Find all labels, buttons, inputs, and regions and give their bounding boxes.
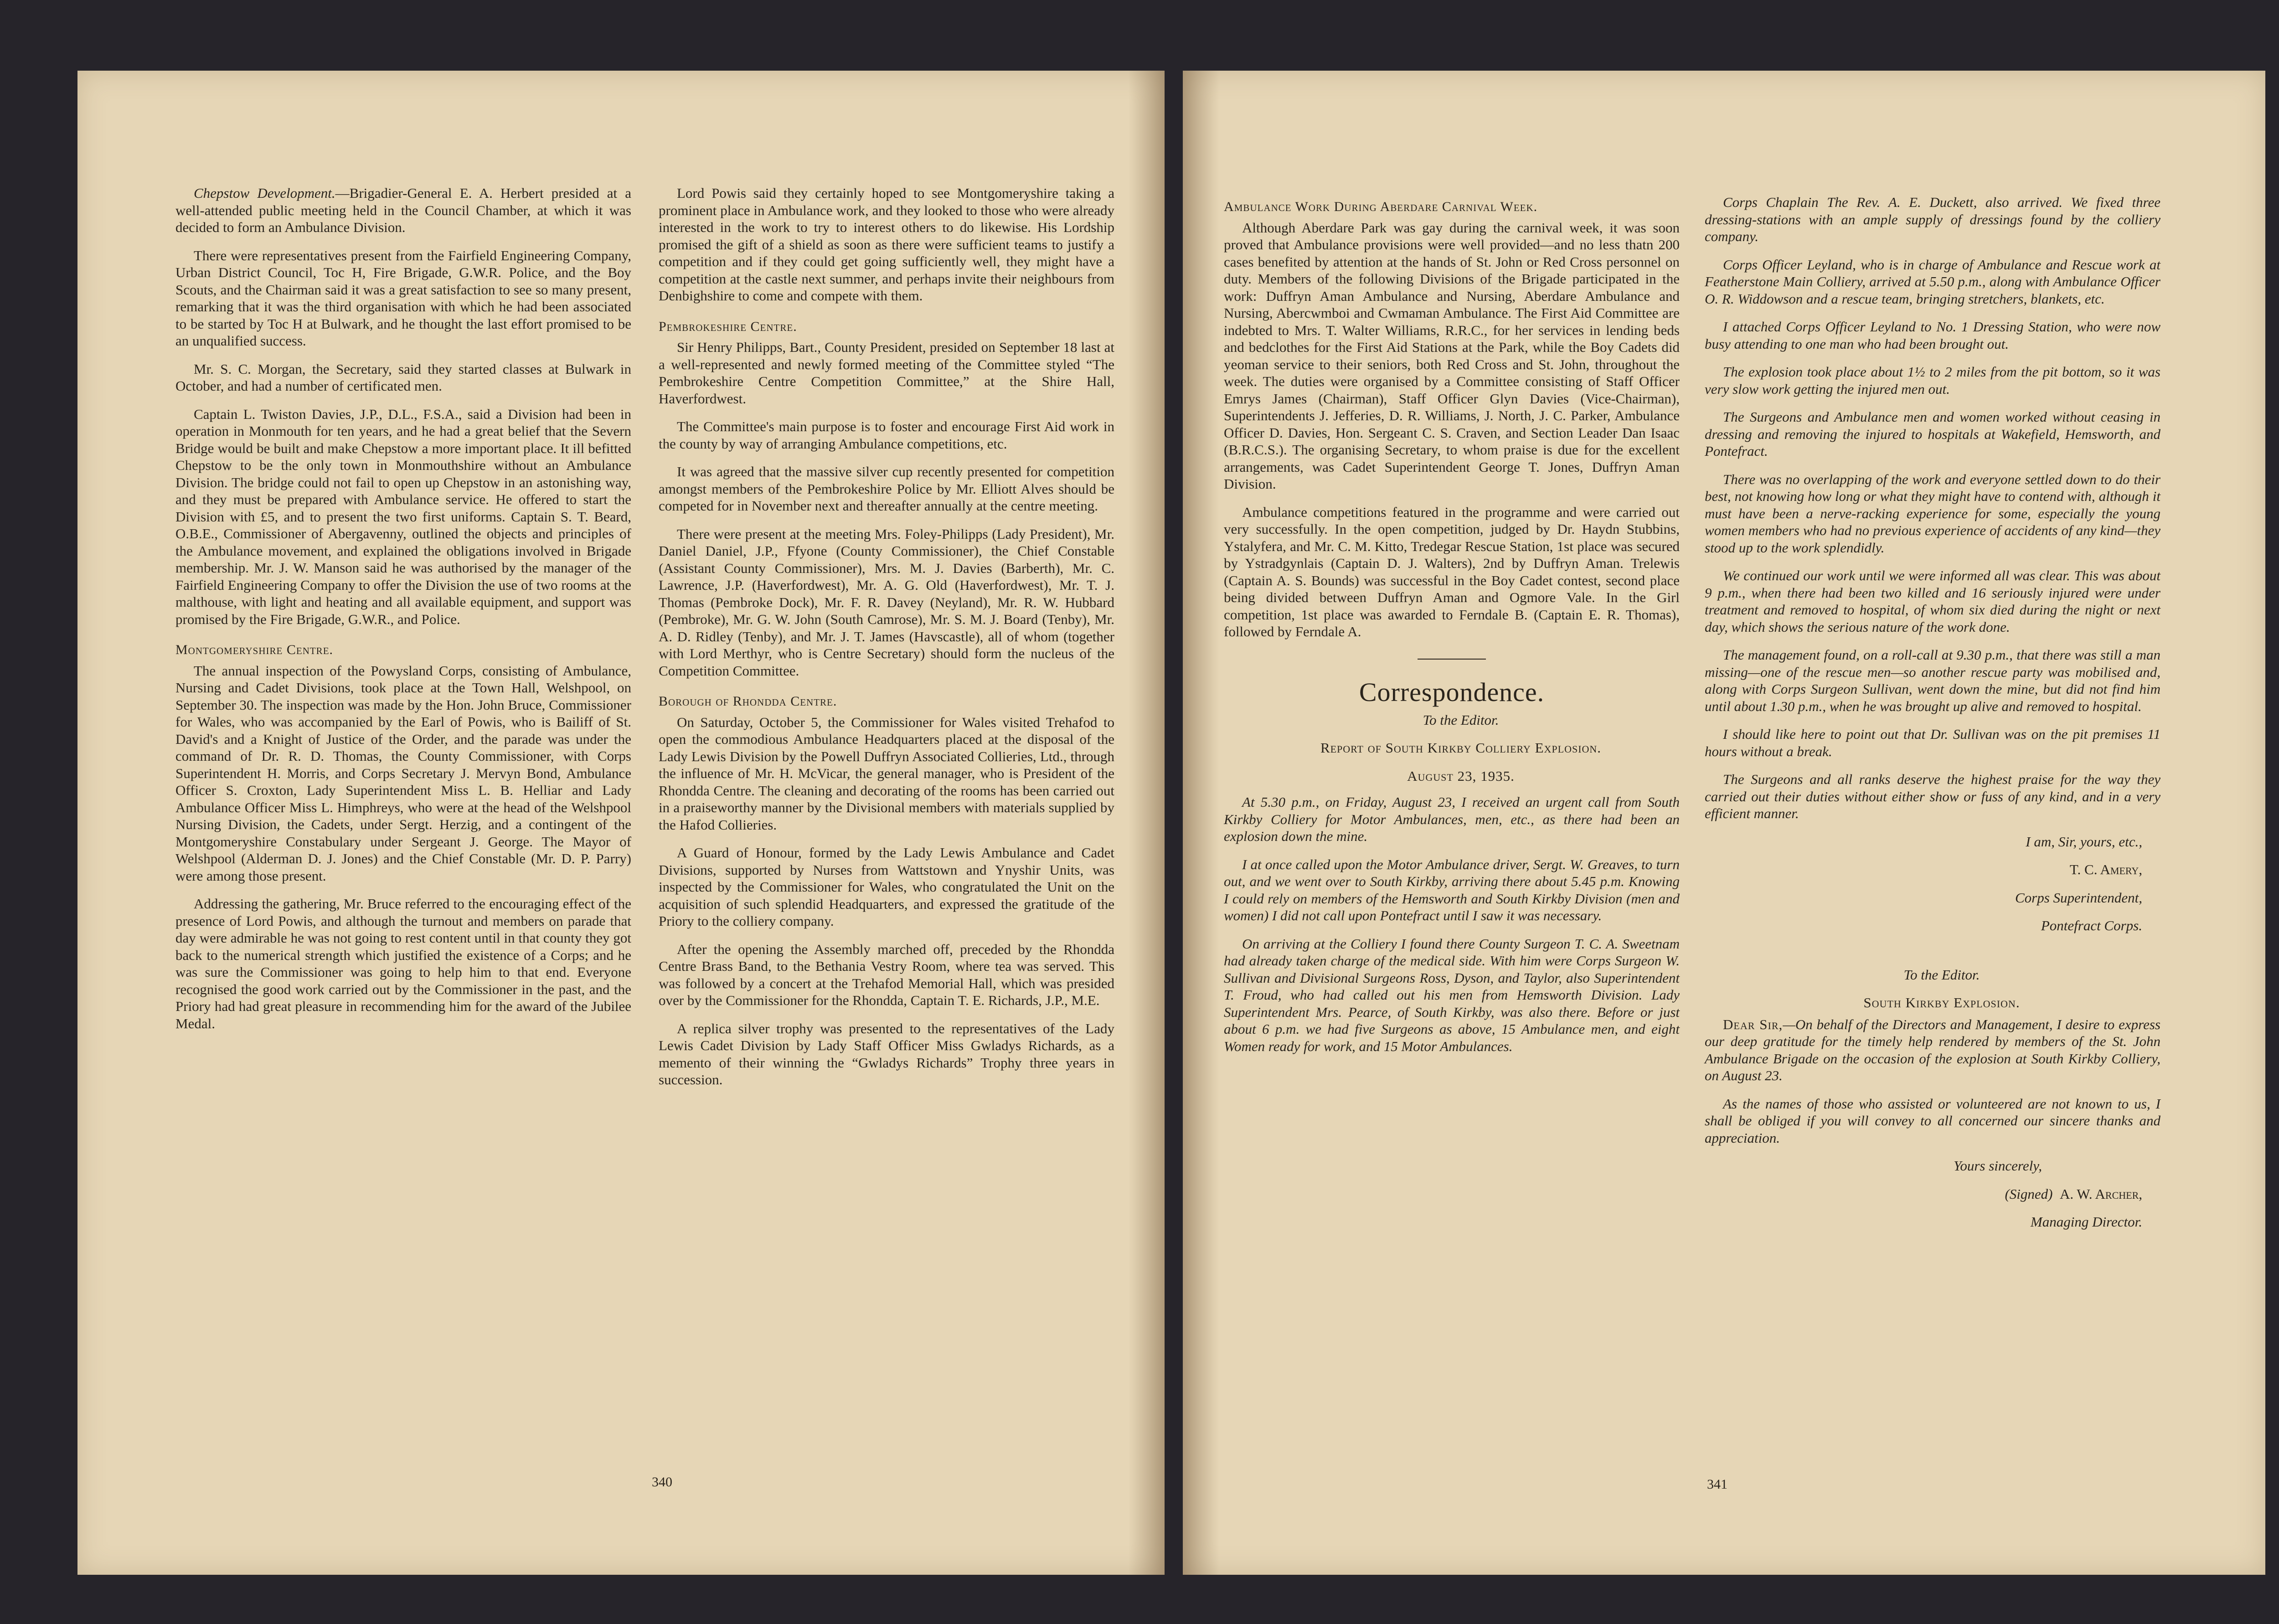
page-number-left: 340: [652, 1474, 672, 1490]
letter-date: August 23, 1935.: [1407, 768, 1515, 784]
gutter-shadow: [1128, 71, 1165, 1575]
right-column-2: [1705, 194, 2160, 1242]
letter-paragraph: There was no overlapping of the work and everyone settled down to do their best, not knowing how long or what they might have to contend with, although it must have been a nerve-racking experience for some, especially the young women members who had no previous experience of accidents of any kind—they stood up to the work splendidly.: [1705, 471, 2160, 556]
paragraph: Mr. S. C. Morgan, the Secretary, said they started classes at Bulwark in October, and had a number of certificated men.: [175, 361, 631, 394]
letter-paragraph: On arriving at the Colliery I found there County Surgeon T. C. A. Sweetnam had already taken charge of the medical side. With him were Corps Surgeon W. Sullivan and Divisional Surgeons Ross, Dyson, and Taylor, also Superintendent T. Froud, who had called out his men from Hemsworth Division. Lady Superintendent Mrs. Pearce, of South Kirkby, was also there. Before or just about 6 p.m. we had five Surgeons as above, 15 Ambulance men, and eight Women ready for work, and 15 Motor Ambulances.: [1224, 935, 1680, 1054]
signature-line: I am, Sir, yours, etc.,: [2026, 833, 2142, 850]
gutter-shadow: [1183, 71, 1219, 1575]
letter-title: South Kirkby Explosion.: [1863, 995, 2020, 1010]
closing-line: Yours sincerely,: [1953, 1158, 2042, 1174]
paragraph: On Saturday, October 5, the Commissioner for Wales visited Trehafod to open the commodious Ambulance Headquarters placed at the disposal of the Lady Lewis Division by the Powell Duffryn Associated Collieries, Ltd., through the influence of Mr. H. McVicar, the general manager, who is President of the Rhondda Centre. The cleaning and decorating of the rooms has been carried out in a praiseworthy manner by the Divisional members with materials supplied by the Hafod Collieries.: [659, 714, 1114, 833]
paragraph: Lord Powis said they certainly hoped to see Montgomeryshire taking a prominent place in Ambulance work, and they looked to those who were already interested in the work to try to interest others to do likewise. His Lordship promised the gift of a shield as soon as there were sufficient teams to justify a competition and if they could get going sufficiently well, they might have a competition at the castle next summer, and perhaps invite their neighbours from Denbighshire to come and compete with them.: [659, 185, 1114, 304]
paragraph: There were representatives present from the Fairfield Engineering Company, Urban District Council, Toc H, Fire Brigade, G.W.R. Police, and the Boy Scouts, and the Chairman said it was a great satisfaction to see so many present, remarking that it was the third organisation with which he had been associated to be started by Toc H at Bulwark, and he thought the last effort promised to be an unqualified success.: [175, 247, 631, 349]
left-page: [77, 71, 1165, 1575]
letter-paragraph: I should like here to point out that Dr. Sullivan was on the pit premises 11 hours without a break.: [1705, 726, 2160, 759]
letter-paragraph: The Surgeons and Ambulance men and women worked without ceasing in dressing and removing the injured to hospitals at Wakefield, Hemsworth, and Pontefract.: [1705, 409, 2160, 459]
correspondence-title: Correspondence.: [1359, 677, 1545, 707]
divider-rule: [1418, 659, 1486, 660]
right-page: [1183, 71, 2265, 1575]
paragraph: It was agreed that the massive silver cup recently presented for competition amongst members of the Pembrokeshire Police by Mr. Elliott Alves should be competed for in November next and thereafter annually at the centre meeting.: [659, 464, 1114, 514]
paragraph: Addressing the gathering, Mr. Bruce referred to the encouraging effect of the presence of Lord Powis, and although the turnout and members on parade that day were admirable he was not going to rest content until in that county they got back to the numerical strength which justified the existence of a Corps; and he was sure the Commissioner was going to help him to that end. Everyone recognised the good work carried out by the Commissioner in the past, and the Priory had had great pleasure in recommending him for the award of the Jubilee Medal.: [175, 896, 631, 1031]
section-heading-aberdare: Ambulance Work During Aberdare Carnival Week.: [1224, 199, 1538, 214]
letter-paragraph: Dear Sir,—On behalf of the Directors and Management, I desire to express our deep gratitude for the timely help rendered by members of the St. John Ambulance Brigade on the occasion of the explosion at South Kirkby Colliery, on August 23.: [1705, 1016, 2160, 1083]
paragraph: Captain L. Twiston Davies, J.P., D.L., F.S.A., said a Division had been in operation in Monmouth for ten years, and he had a great belief that the Severn Bridge would be built and make Chepstow a more important place. It ill befitted Chepstow to be the only town in Monmouthshire without an Ambulance Division. The bridge could not fail to open up Chepstow in an astonishing way, and they must be prepared with Ambulance service. He offered to start the Division with £5, and to present the two first uniforms. Captain S. T. Beard, O.B.E., Commissioner of Abergavenny, outlined the objects and principles of the Ambulance movement, and explained the obligations involved in Brigade membership. Mr. J. W. Manson said he was authorised by the manager of the Fairfield Engineering Company to offer the Division the use of two rooms at the malthouse, with light and heating and all available equipment, and support was promised by the Fire Brigade, G.W.R., and Police.: [175, 406, 631, 627]
paragraph: A Guard of Honour, formed by the Lady Lewis Ambulance and Cadet Divisions, supported by Nurses from Wattstown and Ynyshir Units, was inspected by the Commissioner for Wales, who congratulated the Unit on the acquisition of such splendid Headquarters, and expressed the gratitude of the Priory to the colliery company.: [659, 845, 1114, 929]
letter-paragraph: As the names of those who assisted or volunteered are not known to us, I shall be obliged if you will convey to all concerned our sincere thanks and appreciation.: [1705, 1095, 2160, 1146]
salutation: Dear Sir,: [1723, 1016, 1783, 1032]
paragraph: Although Aberdare Park was gay during the carnival week, it was soon proved that Ambulance provisions were well provided—and no less thatn 200 cases benefited by attention at the hands of St. John or Red Cross personnel on duty. Members of the following Divisions of the Brigade participated in the work: Duffryn Aman Ambulance and Nursing, Aberdare Ambulance and Nursing, Abercwmboi and Cwmaman Ambulance. The First Aid Committee are indebted to Mrs. T. Walter Williams, R.R.C., for her services in lending beds and bedclothes for the First Aid Stations at the Park, while the Boy Cadets did yeoman service to their seniors, both Red Cross and St. John, throughout the week. The duties were organised by a Committee consisting of Staff Officer Emrys James (Chairman), Staff Officer Glyn Davies (Vice-Chairman), Superintendents J. Jefferies, D. R. Williams, J. North, J. C. Parker, Ambulance Officer D. Davies, Hon. Sergeant C. S. Craven, and Section Leader Dan Isaac (B.R.C.S.). The organising Secretary, to whom praise is due for the excellent arrangements, was Cadet Superintendent George T. Jones, Duffryn Aman Division.: [1224, 219, 1680, 492]
letter-paragraph: Corps Officer Leyland, who is in charge of Ambulance and Rescue work at Featherstone Main Colliery, arrived at 5.50 p.m., along with Ambulance Officer O. R. Widdowson and a rescue team, bringing stretchers, blankets, etc.: [1705, 256, 2160, 307]
closing-title: Managing Director.: [2030, 1214, 2142, 1230]
signature-name: T. C. Amery,: [2069, 861, 2142, 877]
chepstow-heading: Chepstow Development.: [194, 185, 335, 201]
left-column-2: [659, 185, 1114, 1099]
section-heading-pembrokeshire: Pembrokeshire Centre.: [659, 319, 797, 334]
paragraph: Sir Henry Philipps, Bart., County President, presided on September 18 last at a well-represented and newly formed meeting of the Committee styled “The Pembrokeshire Centre Competition Committee,” at the Shire Hall, Haverfordwest.: [659, 339, 1114, 407]
chepstow-paragraph: Chepstow Development.—Brigadier-General E. A. Herbert presided at a well-attended public meeting held in the Council Chamber, at which it was decided to form an Ambulance Division.: [175, 185, 631, 235]
report-title: Report of South Kirkby Colliery Explosion.: [1320, 740, 1602, 756]
letter-paragraph: The explosion took place about 1½ to 2 miles from the pit bottom, so it was very slow work getting the injured men out.: [1705, 364, 2160, 397]
letter-paragraph: The management found, on a roll-call at 9.30 p.m., that there was still a man missing—one of the rescue men—so another rescue party was mobilised and, along with Corps Surgeon Sullivan, went down the mine, but did not find him until about 1.30 p.m., when he was brought up alive and removed to hospital.: [1705, 647, 2160, 714]
signature-corps: Pontefract Corps.: [2041, 918, 2142, 933]
closing-signature: (Signed) A. W. Archer,: [2005, 1186, 2142, 1202]
letter-paragraph: Corps Chaplain The Rev. A. E. Duckett, also arrived. We fixed three dressing-stations with an ample supply of dressings found by the colliery company.: [1705, 194, 2160, 244]
letter-paragraph: We continued our work until we were informed all was clear. This was about 9 p.m., when there had been two killed and 16 seriously injured were under treatment and removed to hospital, of whom six died during the night or next day, which shows the serious nature of the work done.: [1705, 567, 2160, 635]
section-heading-montgomeryshire: Montgomeryshire Centre.: [175, 642, 334, 657]
to-the-editor: To the Editor.: [1423, 711, 1499, 728]
letter-paragraph: The Surgeons and all ranks deserve the highest praise for the way they carried out their duties without either show or fuss of any kind, and in a very efficient manner.: [1705, 771, 2160, 821]
letter-paragraph: I at once called upon the Motor Ambulance driver, Sergt. W. Greaves, to turn out, and we went over to South Kirkby, arriving there about 5.45 p.m. Knowing I could rely on members of the Hemsworth and South Kirkby Division (men and women) I did not call upon Pontefract until I saw it was necessary.: [1224, 856, 1680, 923]
to-the-editor: To the Editor.: [1903, 966, 1980, 983]
paragraph: The annual inspection of the Powysland Corps, consisting of Ambulance, Nursing and Cadet Divisions, took place at the Town Hall, Welshpool, on September 30. The inspection was made by the Hon. John Bruce, Commissioner for Wales, who was accompanied by the Earl of Powis, who is Bailiff of St. David's and a Knight of Justice of the Order, and the parade was under the command of Dr. R. D. Thomas, the County Commissioner, with Corps Superintendent H. Morris, and Corps Secretary J. Mervyn Bond, Ambulance Officer S. Croxton, Lady Superintendent Miss L. B. Helliar and Lady Ambulance Officer Miss L. Himphreys, who were at the head of the Welshpool Nursing Division, the Cadets, under Sergt. Herzig, and a contingent of the Montgomeryshire Constabulary under Sergeant J. George. The Mayor of Welshpool (Alderman D. J. Jones) and the Chief Constable (Mr. D. P. Parry) were among those present.: [175, 662, 631, 884]
paragraph: Ambulance competitions featured in the programme and were carried out very successfully. In the open competition, judged by Dr. Haydn Stubbins, Ystalyfera, and Mr. C. M. Kitto, Tredegar Rescue Station, 1st place was secured by Ystradgynlais (Captain D. J. Walters), 2nd by Duffryn Aman. Trelewis (Captain A. S. Bounds) was successful in the Boy Cadet contest, second place being divided between Duffryn Aman and Ogmore Vale. In the Girl competition, 1st place was awarded to Ferndale B. (Captain E. R. Thomas), followed by Ferndale A.: [1224, 504, 1680, 639]
paragraph: A replica silver trophy was presented to the representatives of the Lady Lewis Cadet Division by Lady Staff Officer Miss Gwladys Richards, as a memento of their winning the “Gwladys Richards” Trophy three years in succession.: [659, 1020, 1114, 1088]
letter-paragraph: I attached Corps Officer Leyland to No. 1 Dressing Station, who were now busy attending to one man who had been brought out.: [1705, 319, 2160, 352]
paragraph: After the opening the Assembly marched off, preceded by the Rhondda Centre Brass Band, to the Bethania Vestry Room, where tea was served. This was followed by a concert at the Trehafod Memorial Hall, which was presided over by the Commissioner for the Rhondda, Captain T. E. Richards, J.P., M.E.: [659, 941, 1114, 1008]
paragraph: There were present at the meeting Mrs. Foley-Philipps (Lady President), Mr. Daniel Daniel, J.P., Ffyone (County Commissioner), the Chief Constable (Assistant County Commissioner), Mrs. M. J. Davies (Barberth), Mr. C. Lawrence, J.P. (Haverfordwest), Mr. A. G. Old (Haverfordwest), Mr. T. J. Thomas (Pembroke Dock), Mr. F. R. Davey (Neyland), Mr. R. W. Hubbard (Pembroke), Mr. G. W. John (South Camrose), Mr. S. M. J. Board (Tenby), Mr. A. D. Ridley (Tenby), and Mr. J. T. James (Havscastle), all of whom (together with Lord Merthyr, who is Centre Secretary) should form the nucleus of the Competition Committee.: [659, 526, 1114, 679]
section-heading-rhondda: Borough of Rhondda Centre.: [659, 694, 837, 709]
left-column-1: [175, 185, 631, 1043]
paragraph: The Committee's main purpose is to foster and encourage First Aid work in the county by way of arranging Ambulance competitions, etc.: [659, 418, 1114, 452]
letter-paragraph: At 5.30 p.m., on Friday, August 23, I received an urgent call from South Kirkby Colliery for Motor Ambulances, men, etc., as there had been an explosion down the mine.: [1224, 794, 1680, 844]
right-column-1: [1224, 198, 1680, 1066]
signature-title: Corps Superintendent,: [2015, 889, 2142, 906]
page-number-right: 341: [1707, 1477, 1727, 1492]
